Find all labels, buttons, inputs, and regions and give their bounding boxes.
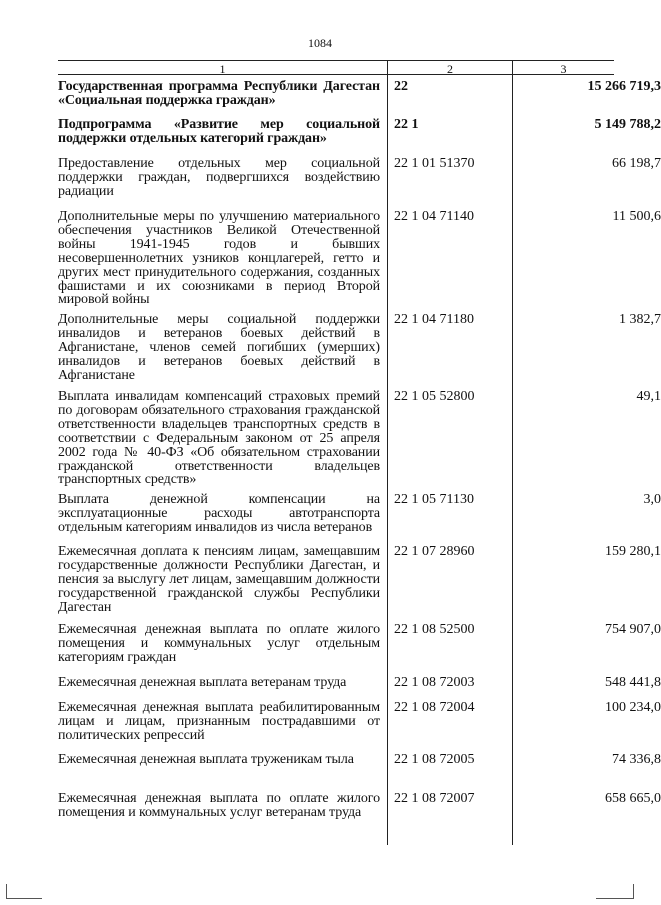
row-code: 22 1 07 28960 [394, 544, 475, 559]
row-name: Выплата денежной компенсации на эксплуатационные расходы автотранспорта отдельным категориям инвалидов из числа ветеранов [58, 492, 380, 535]
row-code: 22 1 04 71180 [394, 312, 474, 327]
row-name: Ежемесячная денежная выплата по оплате жилого помещения и коммунальных услуг отдельным категориям граждан [58, 622, 380, 665]
row-name: Ежемесячная денежная выплата ветеранам труда [58, 675, 347, 690]
row-name: Дополнительные меры социальной поддержки инвалидов и ветеранов боевых действий в Афганистане, членов семей погибших (умерших) инвалидов и ветеранов боевых действий в Афганистане [58, 312, 380, 383]
row-code: 22 1 08 72005 [394, 752, 475, 767]
row-code: 22 1 01 51370 [394, 156, 475, 171]
column-divider-2 [512, 60, 513, 845]
scan-mark-left-vertical [6, 884, 7, 899]
row-amount: 548 441,8 [605, 675, 661, 690]
row-amount: 100 234,0 [605, 700, 661, 715]
row-code: 22 1 05 71130 [394, 492, 474, 507]
row-code: 22 [394, 79, 408, 94]
row-amount: 74 336,8 [612, 752, 661, 767]
row-code: 22 1 05 52800 [394, 389, 475, 404]
column-header-2: 2 [447, 62, 453, 76]
row-name: Ежемесячная денежная выплата реабилитированным лицам и лицам, признанным пострадавшими от политических репрессий [58, 700, 380, 743]
row-amount: 15 266 719,3 [587, 79, 661, 94]
row-amount: 49,1 [636, 389, 661, 404]
row-name: Предоставление отдельных мер социальной поддержки граждан, подвергшихся воздействию радиации [58, 156, 380, 199]
page-number: 1084 [308, 36, 332, 50]
row-name: Ежемесячная денежная выплата по оплате жилого помещения и коммунальных услуг ветеранам труда [58, 791, 380, 820]
row-amount: 159 280,1 [605, 544, 661, 559]
table-top-border [58, 60, 614, 61]
scan-mark-left [6, 898, 42, 899]
row-amount: 754 907,0 [605, 622, 661, 637]
scan-mark-right-vertical [633, 884, 634, 899]
row-name: Подпрограмма «Развитие мер социальной поддержки отдельных категорий граждан» [58, 117, 380, 146]
row-name: Дополнительные меры по улучшению материального обеспечения участников Великой Отечественной войны 1941-1945 годов и бывших несовершеннолетних узников концлагерей, гетто и других мест принудительного содержания, созданных фашистами и их союзниками в период Второй мировой войны [58, 209, 380, 308]
column-header-3: 3 [560, 62, 567, 76]
column-divider-1 [387, 60, 388, 845]
column-header-1: 1 [219, 62, 226, 76]
row-code: 22 1 [394, 117, 419, 132]
row-code: 22 1 04 71140 [394, 209, 474, 224]
row-code: 22 1 08 72003 [394, 675, 475, 690]
row-name: Выплата инвалидам компенсаций страховых премий по договорам обязательного страхования гражданской ответственности владельцев транспортных средств в соответствии с Федеральным законом от 25 апреля 2002 года № 40-ФЗ «Об обязательном страховании гражданской ответственности владельцев транспортных средств» [58, 389, 380, 488]
row-name: Ежемесячная денежная выплата труженикам тыла [58, 752, 354, 767]
row-name: Государственная программа Республики Дагестан «Социальная поддержка граждан» [58, 79, 380, 108]
row-code: 22 1 08 72004 [394, 700, 475, 715]
scan-mark-right [596, 898, 634, 899]
row-amount: 3,0 [643, 492, 661, 507]
row-amount: 1 382,7 [619, 312, 661, 327]
row-amount: 658 665,0 [605, 791, 661, 806]
row-amount: 66 198,7 [612, 156, 661, 171]
row-amount: 11 500,6 [612, 209, 661, 224]
row-name: Ежемесячная доплата к пенсиям лицам, замещавшим государственные должности Республики Дагестан, и пенсия за выслугу лет лицам, замещавшим должности государственной гражданской службы Республики Дагестан [58, 544, 380, 615]
row-amount: 5 149 788,2 [594, 117, 661, 132]
row-code: 22 1 08 52500 [394, 622, 475, 637]
row-code: 22 1 08 72007 [394, 791, 475, 806]
